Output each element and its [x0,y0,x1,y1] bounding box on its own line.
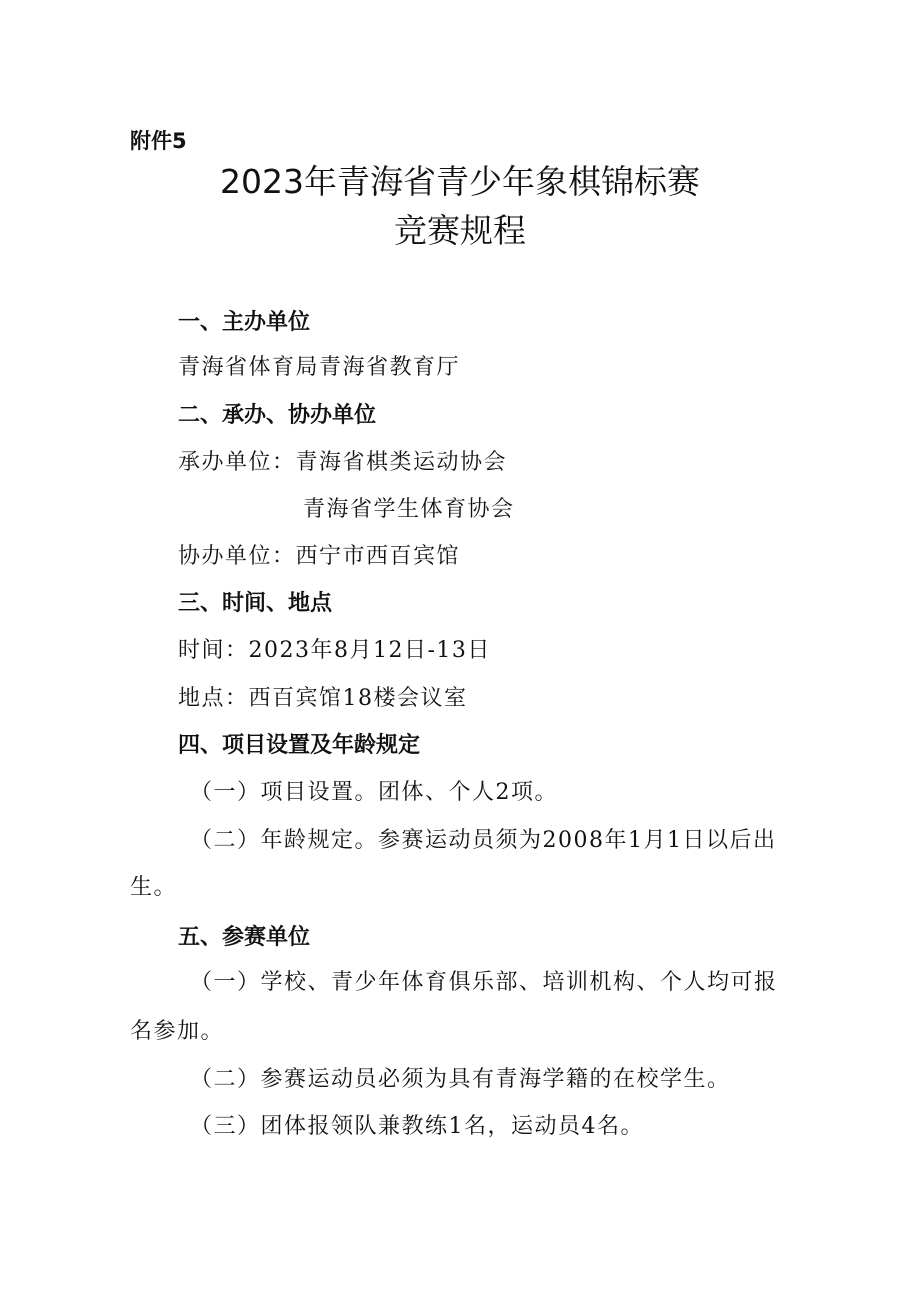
participants-text-1-continued: 名参加。 [130,1019,225,1044]
events-text: （一）项目设置。团体、个人2项。 [190,780,558,805]
age-text-continued: 生。 [130,875,178,900]
host-unit-text-2: 青海省学生体育协会 [303,497,515,522]
host-unit-text: 承办单位：青海省棋类运动协会 [178,450,508,475]
document-subtitle: 竞赛规程 [394,211,526,250]
assist-unit-text: 协办单位：西宁市西百宾馆 [178,544,461,569]
participants-text-1: （一）学校、青少年体育俱乐部、培训机构、个人均可报 [190,970,778,995]
time-text: 时间：2023年8月12日-13日 [178,638,491,663]
participants-text-2: （二）参赛运动员必须为具有青海学籍的在校学生。 [190,1067,731,1092]
participants-text-3: （三）团体报领队兼教练1名，运动员4名。 [190,1114,644,1139]
section-heading-events-age: 四、项目设置及年龄规定 [178,733,421,758]
section-heading-participants: 五、参赛单位 [178,925,311,950]
document-title: 2023年青海省青少年象棋锦标赛 [220,162,700,201]
place-text: 地点：西百宾馆18楼会议室 [178,686,468,711]
section-heading-organizer: 一、主办单位 [178,310,311,335]
section-heading-host: 二、承办、协办单位 [178,403,377,428]
organizer-text: 青海省体育局青海省教育厅 [178,355,461,380]
age-text: （二）年龄规定。参赛运动员须为2008年1月1日以后出 [190,828,777,853]
section-heading-time-place: 三、时间、地点 [178,591,333,616]
attachment-label: 附件5 [130,129,187,153]
